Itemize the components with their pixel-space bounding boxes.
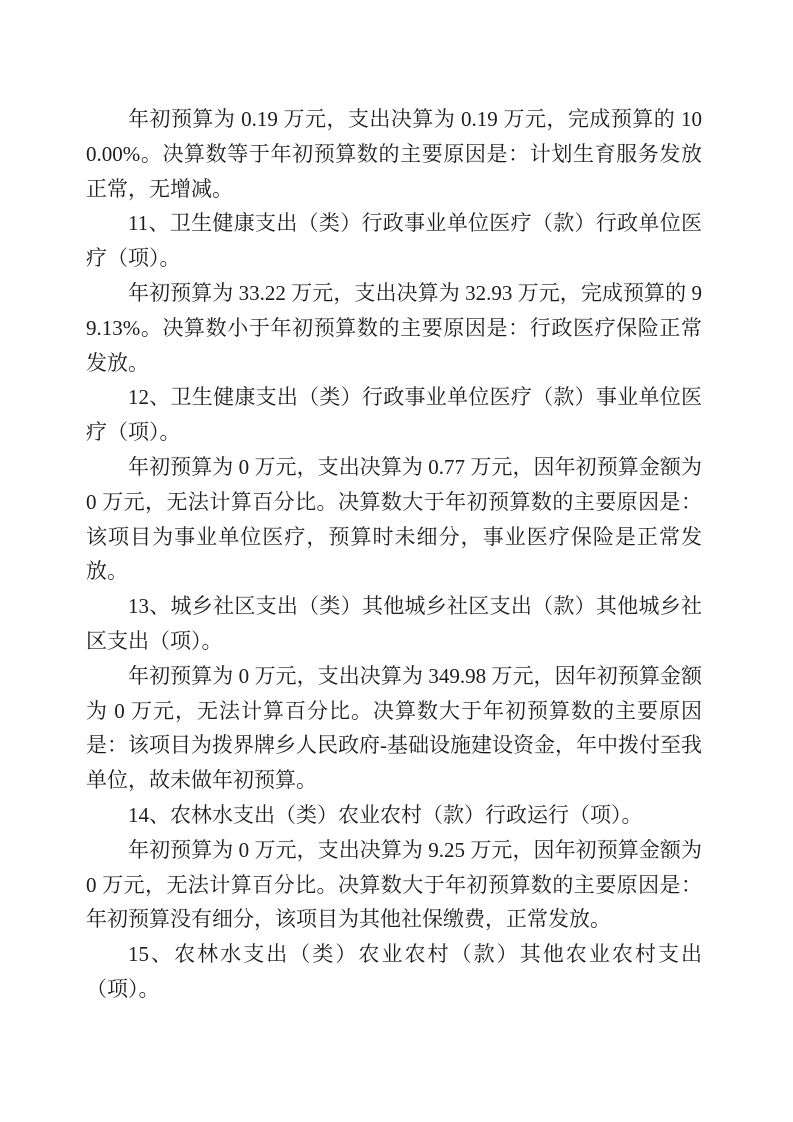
document-body	[86, 102, 702, 1007]
paragraph: 年初预算为 0.19 万元，支出决算为 0.19 万元，完成预算的 100.00%。决算数等于年初预算数的主要原因是：计划生育服务发放正常，无增减。	[86, 107, 702, 201]
paragraph: 15、农林水支出（类）农业农村（款）其他农业农村支出（项）。	[86, 942, 702, 1001]
paragraph: 年初预算为 0 万元，支出决算为 9.25 万元，因年初预算金额为 0 万元，无法计算百分比。决算数大于年初预算数的主要原因是：年初预算没有细分，该项目为其他社保缴费，正常发放。	[86, 837, 702, 932]
paragraph: 11、卫生健康支出（类）行政事业单位医疗（款）行政单位医疗（项）。	[86, 211, 702, 271]
paragraph: 年初预算为 0 万元，支出决算为 0.77 万元，因年初预算金额为 0 万元，无法计算百分比。决算数大于年初预算数的主要原因是：该项目为事业单位医疗，预算时未细分，事业医疗保险是正常发放。	[86, 454, 702, 584]
paragraph: 13、城乡社区支出（类）其他城乡社区支出（款）其他城乡社区支出（项）。	[86, 594, 702, 653]
paragraph: 12、卫生健康支出（类）行政事业单位医疗（款）事业单位医疗（项）。	[86, 385, 702, 445]
paragraph: 14、农林水支出（类）农业农村（款）行政运行（项）。	[128, 802, 643, 827]
paragraph: 年初预算为 33.22 万元，支出决算为 32.93 万元，完成预算的 99.13%。决算数小于年初预算数的主要原因是：行政医疗保险正常发放。	[86, 280, 702, 375]
paragraph: 年初预算为 0 万元，支出决算为 349.98 万元，因年初预算金额为 0 万元，无法计算百分比。决算数大于年初预算数的主要原因是：该项目为拨界牌乡人民政府-基础设施建设资金，年中拨付至我单位，故未做年初预算。	[86, 663, 702, 793]
